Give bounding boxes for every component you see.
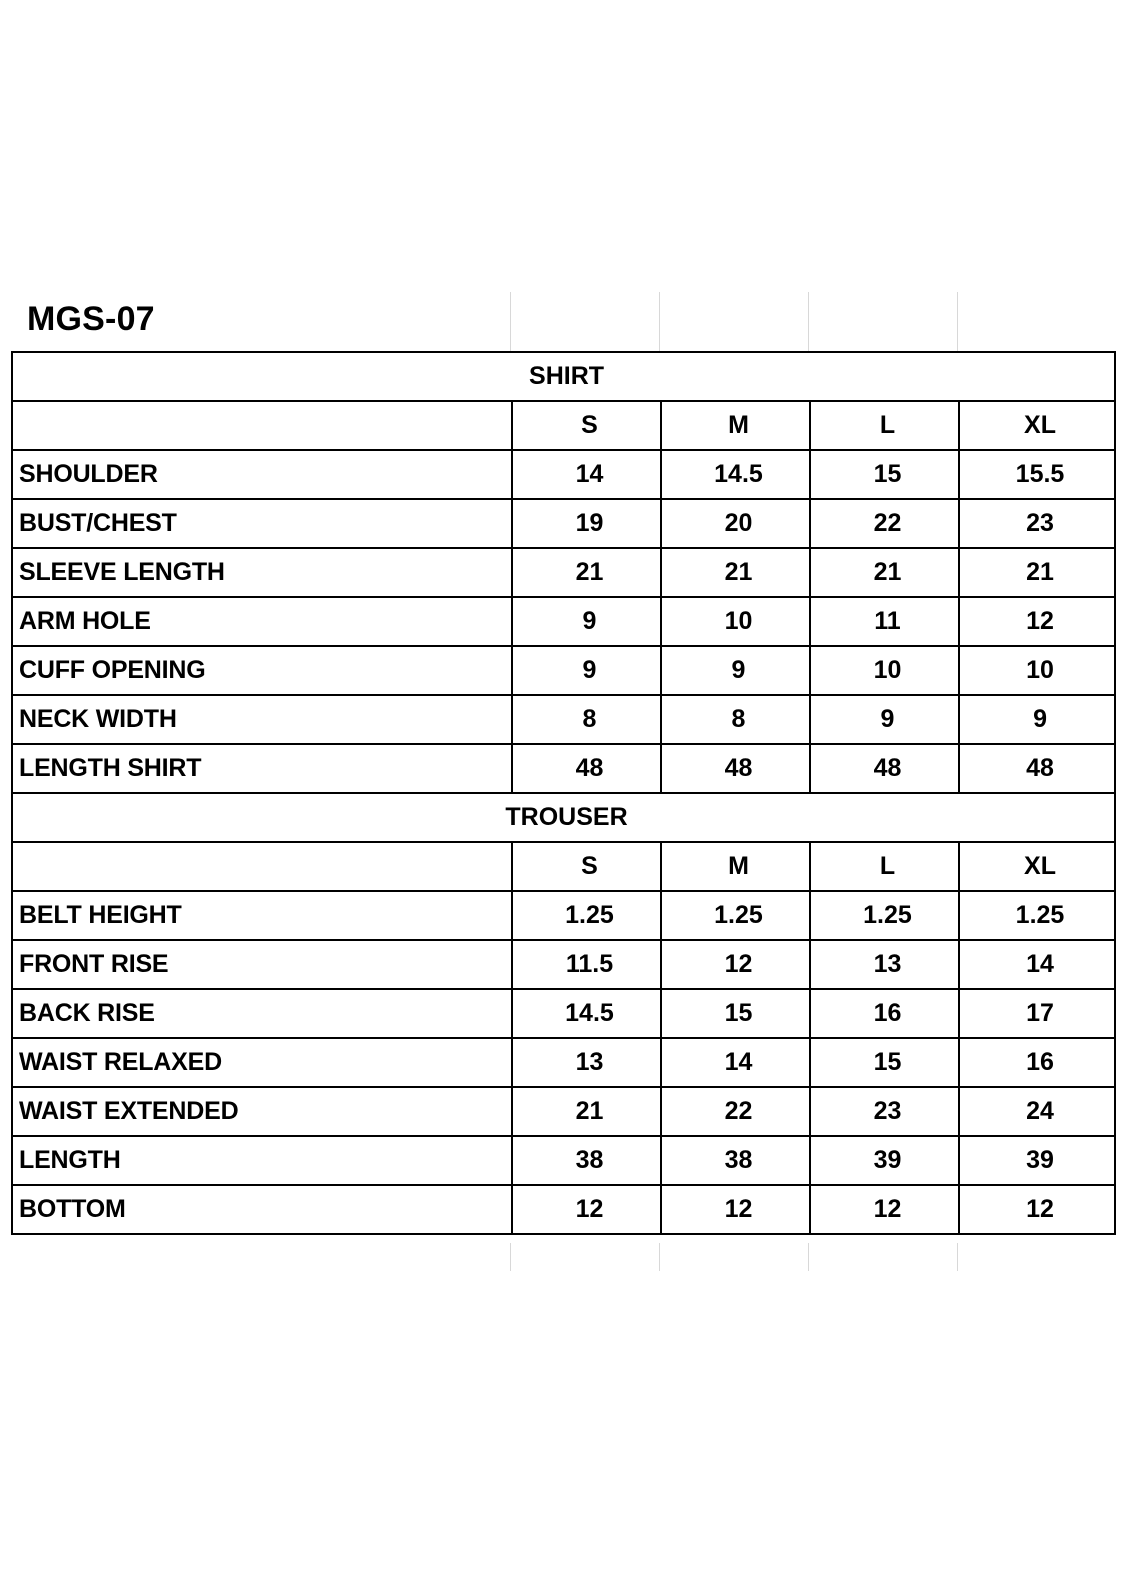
- title-grid-cell-5: [958, 292, 1114, 351]
- title-grid: [11, 292, 1114, 351]
- cell-back-rise-m: 15: [661, 989, 810, 1038]
- cell-waist-extended-xl: 24: [959, 1087, 1115, 1136]
- size-chart-table: [11, 351, 1116, 1235]
- row-label-arm-hole: ARM HOLE: [12, 597, 512, 646]
- cell-bottom-s: 12: [512, 1185, 661, 1234]
- table-row: [12, 401, 1115, 450]
- table-row: [12, 1185, 1115, 1234]
- cell-back-rise-xl: 17: [959, 989, 1115, 1038]
- cell-belt-height-l: 1.25: [810, 891, 959, 940]
- table-row: [12, 891, 1115, 940]
- below-grid-cell-5: [958, 1243, 1114, 1271]
- cell-bottom-l: 12: [810, 1185, 959, 1234]
- cell-length-shirt-s: 48: [512, 744, 661, 793]
- section-header-shirt: SHIRT: [12, 352, 1115, 401]
- row-label-waist-relaxed: WAIST RELAXED: [12, 1038, 512, 1087]
- title-row: [11, 292, 1114, 351]
- shirt-size-header-s: S: [512, 401, 661, 450]
- shirt-size-header-xl: XL: [959, 401, 1115, 450]
- shirt-size-header-m: M: [661, 401, 810, 450]
- cell-shoulder-l: 15: [810, 450, 959, 499]
- table-row: [12, 1087, 1115, 1136]
- cell-neck-width-m: 8: [661, 695, 810, 744]
- below-grid-cell-3: [660, 1243, 809, 1271]
- below-grid-cell-2: [511, 1243, 660, 1271]
- shirt-size-header-l: L: [810, 401, 959, 450]
- row-label-bust-chest: BUST/CHEST: [12, 499, 512, 548]
- cell-front-rise-l: 13: [810, 940, 959, 989]
- row-label-length-shirt: LENGTH SHIRT: [12, 744, 512, 793]
- title-grid-cell-2: [511, 292, 660, 351]
- cell-waist-relaxed-l: 15: [810, 1038, 959, 1087]
- trouser-size-header-xl: XL: [959, 842, 1115, 891]
- cell-shoulder-xl: 15.5: [959, 450, 1115, 499]
- table-row: [12, 1136, 1115, 1185]
- row-label-waist-extended: WAIST EXTENDED: [12, 1087, 512, 1136]
- table-row: [12, 695, 1115, 744]
- document-code: MGS-07: [27, 300, 155, 338]
- cell-front-rise-xl: 14: [959, 940, 1115, 989]
- row-label-length: LENGTH: [12, 1136, 512, 1185]
- cell-shoulder-m: 14.5: [661, 450, 810, 499]
- cell-belt-height-s: 1.25: [512, 891, 661, 940]
- cell-cuff-opening-m: 9: [661, 646, 810, 695]
- cell-sleeve-length-xl: 21: [959, 548, 1115, 597]
- cell-neck-width-l: 9: [810, 695, 959, 744]
- cell-length-shirt-l: 48: [810, 744, 959, 793]
- cell-arm-hole-s: 9: [512, 597, 661, 646]
- below-grid-cell-1: [11, 1243, 511, 1271]
- row-label-sleeve-length: SLEEVE LENGTH: [12, 548, 512, 597]
- table-row: [12, 597, 1115, 646]
- cell-length-xl: 39: [959, 1136, 1115, 1185]
- row-label-belt-height: BELT HEIGHT: [12, 891, 512, 940]
- cell-length-l: 39: [810, 1136, 959, 1185]
- cell-shoulder-s: 14: [512, 450, 661, 499]
- cell-neck-width-s: 8: [512, 695, 661, 744]
- cell-waist-relaxed-s: 13: [512, 1038, 661, 1087]
- cell-neck-width-xl: 9: [959, 695, 1115, 744]
- table-row: [12, 499, 1115, 548]
- cell-arm-hole-xl: 12: [959, 597, 1115, 646]
- cell-belt-height-m: 1.25: [661, 891, 810, 940]
- title-grid-cell-3: [660, 292, 809, 351]
- cell-front-rise-m: 12: [661, 940, 810, 989]
- cell-cuff-opening-s: 9: [512, 646, 661, 695]
- cell-front-rise-s: 11.5: [512, 940, 661, 989]
- cell-length-s: 38: [512, 1136, 661, 1185]
- row-label-bottom: BOTTOM: [12, 1185, 512, 1234]
- trouser-size-header-l: L: [810, 842, 959, 891]
- cell-waist-extended-m: 22: [661, 1087, 810, 1136]
- cell-length-shirt-m: 48: [661, 744, 810, 793]
- cell-waist-relaxed-xl: 16: [959, 1038, 1115, 1087]
- title-grid-cell-4: [809, 292, 958, 351]
- cell-cuff-opening-l: 10: [810, 646, 959, 695]
- row-label-front-rise: FRONT RISE: [12, 940, 512, 989]
- trouser-size-header-s: S: [512, 842, 661, 891]
- trouser-size-header-blank: [12, 842, 512, 891]
- row-label-shoulder: SHOULDER: [12, 450, 512, 499]
- table-row: [12, 548, 1115, 597]
- cell-sleeve-length-s: 21: [512, 548, 661, 597]
- table-row: [12, 842, 1115, 891]
- table-row: [12, 450, 1115, 499]
- table-row: [12, 352, 1115, 401]
- cell-sleeve-length-l: 21: [810, 548, 959, 597]
- row-label-neck-width: NECK WIDTH: [12, 695, 512, 744]
- table-row: [12, 1038, 1115, 1087]
- cell-length-m: 38: [661, 1136, 810, 1185]
- cell-back-rise-s: 14.5: [512, 989, 661, 1038]
- below-grid-cell-4: [809, 1243, 958, 1271]
- cell-arm-hole-l: 11: [810, 597, 959, 646]
- trouser-size-header-m: M: [661, 842, 810, 891]
- cell-arm-hole-m: 10: [661, 597, 810, 646]
- cell-sleeve-length-m: 21: [661, 548, 810, 597]
- section-header-trouser: TROUSER: [12, 793, 1115, 842]
- cell-bust-chest-l: 22: [810, 499, 959, 548]
- cell-back-rise-l: 16: [810, 989, 959, 1038]
- cell-bottom-m: 12: [661, 1185, 810, 1234]
- table-row: [12, 940, 1115, 989]
- table-row: [12, 646, 1115, 695]
- cell-bust-chest-m: 20: [661, 499, 810, 548]
- cell-waist-extended-s: 21: [512, 1087, 661, 1136]
- table-row: [12, 989, 1115, 1038]
- cell-bust-chest-s: 19: [512, 499, 661, 548]
- table-row: [12, 793, 1115, 842]
- size-chart-container: [11, 351, 1114, 1235]
- cell-waist-relaxed-m: 14: [661, 1038, 810, 1087]
- shirt-size-header-blank: [12, 401, 512, 450]
- below-grid: [11, 1243, 1114, 1271]
- table-row: [12, 744, 1115, 793]
- cell-belt-height-xl: 1.25: [959, 891, 1115, 940]
- cell-waist-extended-l: 23: [810, 1087, 959, 1136]
- cell-cuff-opening-xl: 10: [959, 646, 1115, 695]
- row-label-back-rise: BACK RISE: [12, 989, 512, 1038]
- cell-length-shirt-xl: 48: [959, 744, 1115, 793]
- cell-bottom-xl: 12: [959, 1185, 1115, 1234]
- row-label-cuff-opening: CUFF OPENING: [12, 646, 512, 695]
- cell-bust-chest-xl: 23: [959, 499, 1115, 548]
